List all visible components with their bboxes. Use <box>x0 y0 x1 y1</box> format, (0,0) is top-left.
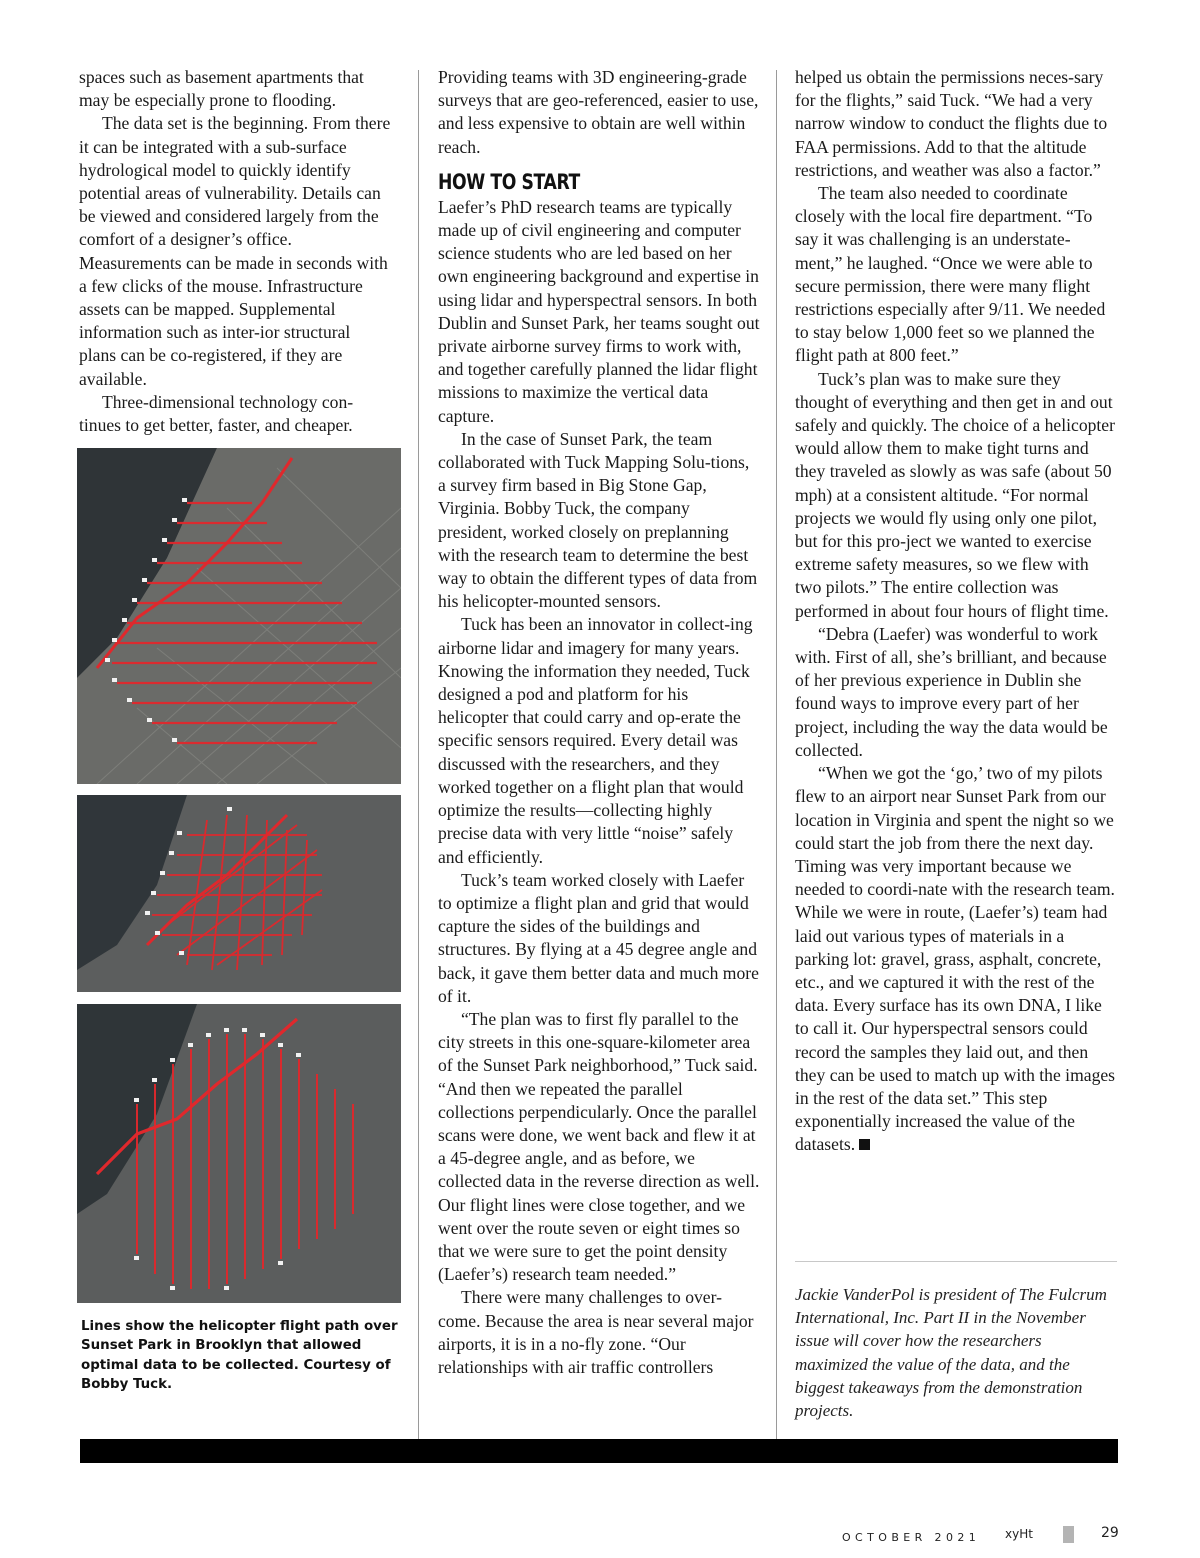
figure-caption: Lines show the helicopter flight path over Sunset Park in Brooklyn that allowed optimal data to be collected. Courtesy of Bobby Tuck. <box>81 1319 398 1393</box>
footer-bar <box>80 1439 1118 1463</box>
column-1 <box>79 66 391 437</box>
paragraph: “The plan was to first fly parallel to the city streets in this one-square-kilometer area of the Sunset Park neighborhood,” Tuck said. “And then we repeated the parallel collections perpendicularly. Once the parallel scans were done, we went back and flew it at a 45-degree angle, and as before, we collected data in the reverse direction as well. Our flight lines were close together, and we went over the route seven or eight times so that we were sure to get the point density (Laefer’s) research team needed.” <box>438 1008 760 1285</box>
flight-map-perpendicular-svg <box>77 1004 401 1303</box>
footer-issue-date: OCTOBER 2021 <box>842 1531 981 1544</box>
paragraph: Tuck’s team worked closely with Laefer to optimize a flight plan and grid that would capture the sides of the buildings and structures. By flying at a 45 degree angle and back, it gave them better data and much more of it. <box>438 869 759 1006</box>
column-3 <box>795 66 1117 1157</box>
flight-map-image-parallel <box>77 448 401 784</box>
paragraph: Tuck’s plan was to make sure they thought of everything and then get in and out safely and quickly. The choice of a helicopter would allow them to make tight turns and they traveled as slowly as was safe (about 50 mph) at a consistent altitude. “For normal projects we would fly using only one pilot, but for this pro-ject we wanted to exercise extreme safety measures, so we flew with two pilots.” The entire collection was performed in about four hours of flight time. <box>795 368 1115 621</box>
paragraph-final <box>795 762 1117 1156</box>
paragraph: The data set is the beginning. From there it can be integrated with a sub-surface hydrological model to quickly identify potential areas of vulnerability. Details can be viewed and considered largely from the comfort of a designer’s office. Measurements can be made in seconds with a few clicks of the mouse. Infrastructure assets can be mapped. Supplemental information such as inter-ior structural plans can be co-registered, if they are available. <box>79 113 391 389</box>
paragraph: Three-dimensional technology con-tinues to get better, faster, and cheaper. <box>79 391 354 436</box>
flight-map-grid-svg <box>77 795 401 992</box>
paragraph: There were many challenges to over-come. Because the area is near several major airports, it is in a no-fly zone. “Our relationships with air traffic controllers <box>438 1287 754 1377</box>
author-bio: Jackie VanderPol is president of The Fulcrum International, Inc. Part II in the November issue will cover how the researchers maximized the value of the data, and the biggest takeaways from the demonstration projects. <box>795 1285 1107 1421</box>
paragraph: The team also needed to coordinate closely with the local fire department. “To say it was challenging is an understate-ment,” he laughed. “Once we were able to secure permission, there were many flight restrictions especially after 9/11. We needed to stay below 1,000 feet so we planned the flight path at 800 feet.” <box>795 183 1106 366</box>
column-divider <box>418 70 419 1452</box>
section-heading: HOW TO START <box>438 169 580 194</box>
flight-map-image-perpendicular <box>77 1004 401 1303</box>
paragraph: “Debra (Laefer) was wonderful to work with. First of all, she’s brilliant, and because of her previous experience in Dublin she found ways to improve every part of her project, including the way the data would be collected. <box>795 623 1108 760</box>
paragraph: helped us obtain the permissions neces-sary for the flights,” said Tuck. “We had a very narrow window to conduct the flights due to FAA permissions. Add to that the altitude restrictions, and weather was also a factor.” <box>795 67 1108 180</box>
page-footer <box>0 1525 1200 1548</box>
bio-divider <box>795 1261 1117 1262</box>
page-number: 29 <box>1101 1525 1119 1541</box>
paragraph: spaces such as basement apartments that may be especially prone to flooding. <box>79 67 364 111</box>
column-divider <box>776 70 777 1452</box>
footer-brand: xyHt <box>1005 1527 1033 1541</box>
paragraph: Laefer’s PhD research teams are typically made up of civil engineering and computer science students who are led based on her own engineering background and expertise in using lidar and hyperspectral sensors. In both Dublin and Sunset Park, her teams sought out private airborne survey firms to work with, and together carefully planned the lidar flight missions to maximize the vertical data capture. <box>438 196 760 426</box>
paragraph: In the case of Sunset Park, the team collaborated with Tuck Mapping Solu-tions, a survey firm based in Big Stone Gap, Virginia. Bobby Tuck, the company president, worked closely on preplanning with the research team to determine the best way to obtain the different types of data from his helicopter-mounted sensors. <box>438 428 758 612</box>
end-mark-icon <box>859 1139 870 1150</box>
paragraph-text: “When we got the ‘go,’ two of my pilots flew to an airport near Sunset Park from our location in Virginia and spent the night so we could start the job from there the next day. Timing was very important because we needed to coordi-nate with the research team. While we were in route, (Laefer’s) team had laid out various types of materials in a parking lot: gravel, grass, asphalt, concrete, etc., and we captured it with the rest of the data. Every surface has its own DNA, I like to call it. Our hyperspectral sensors could record the samples they laid out, and then they can be used to match up with the images in the rest of the data set.” This step exponentially increased the value of the datasets. <box>795 763 1116 1155</box>
flight-map-image-grid <box>77 795 401 992</box>
flight-map-parallel-svg <box>77 448 401 784</box>
paragraph: Tuck has been an innovator in collect-ing airborne lidar and imagery for many years. Knowing the information they needed, Tuck designed a pod and platform for his helicopter that could carry and op-erate the specific sensors required. Every detail was discussed with the researchers, and they worked together on a flight plan that would optimize the results—collecting highly precise data with very little “noise” safely and efficiently. <box>438 614 753 867</box>
column-2 <box>438 66 760 1379</box>
footer-divider-block <box>1063 1526 1074 1543</box>
paragraph: Providing teams with 3D engineering-grade surveys that are geo-referenced, easier to use, and less expensive to obtain are well within reach. <box>438 67 759 157</box>
